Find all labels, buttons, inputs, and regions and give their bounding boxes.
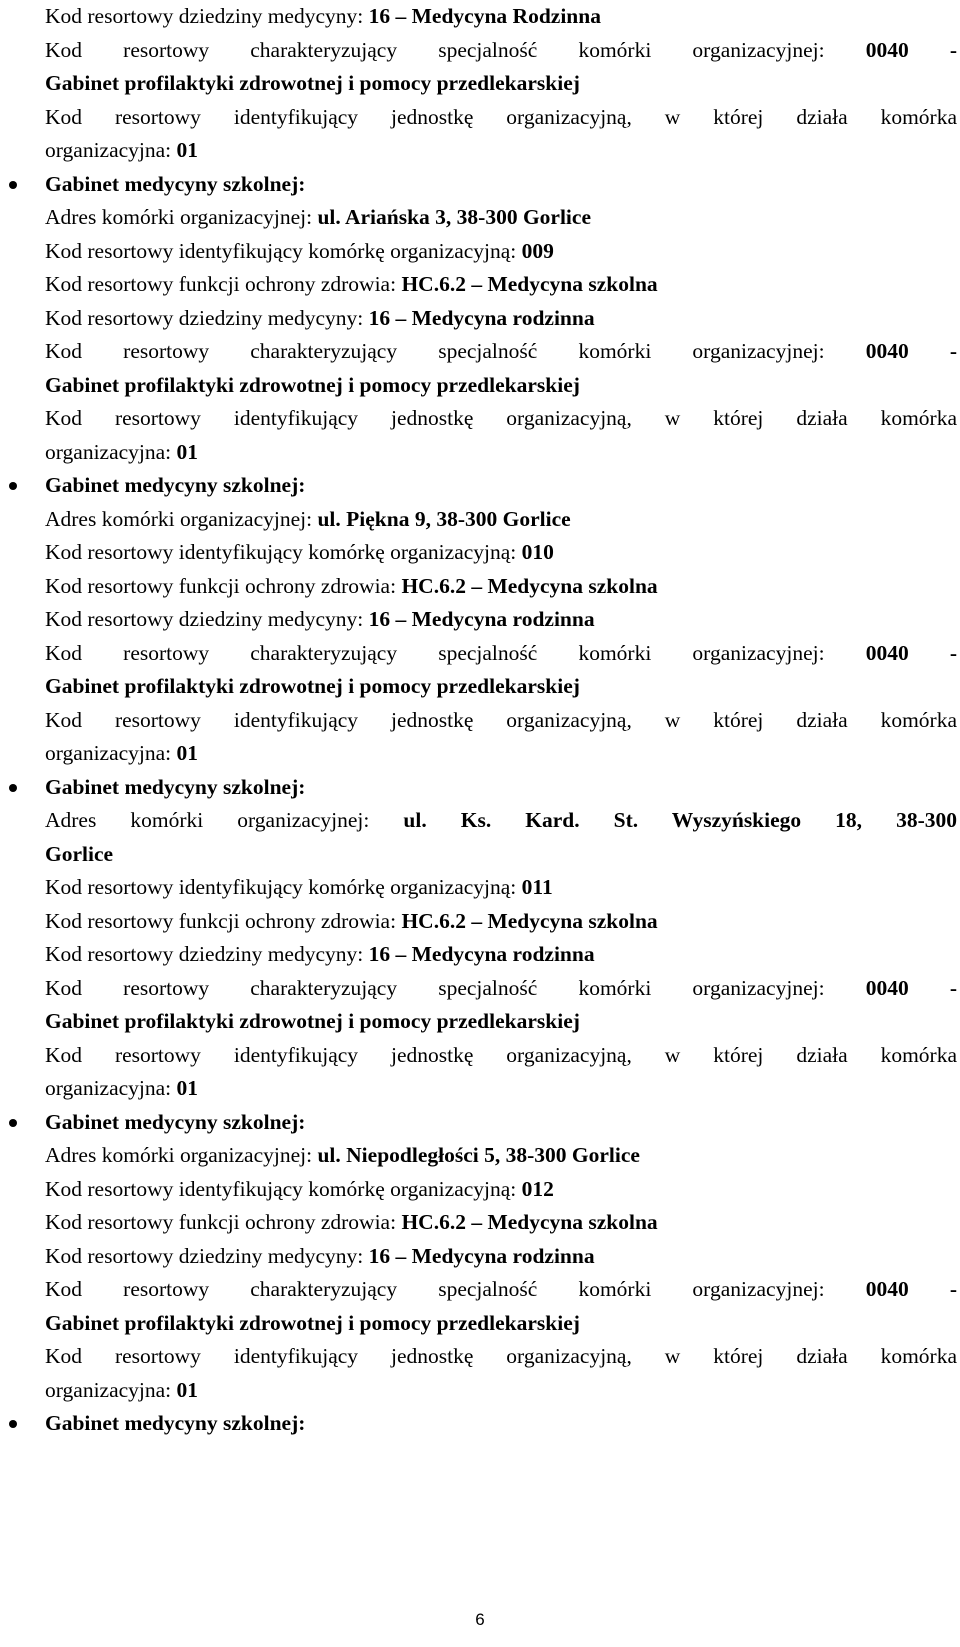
funkcja-label: Kod resortowy funkcji ochrony zdrowia: [45, 908, 397, 933]
dziedzina-value: 16 – Medycyna Rodzinna [368, 4, 601, 28]
charakter-code: 0040 - [865, 339, 957, 363]
charakter-line [45, 972, 957, 1006]
jednostka-line [45, 402, 957, 436]
jednostka-line [45, 704, 957, 738]
jednostka-label-cont: organizacyjna: [45, 1377, 172, 1402]
komorka-label: Kod resortowy identyfikujący komórkę organizacyjną: [45, 875, 517, 899]
jednostka-line [45, 101, 957, 135]
adres-value-cont: Gorlice [45, 841, 114, 866]
page-number: 6 [475, 1610, 485, 1629]
funkcja-value: – Medycyna szkolna [471, 573, 658, 598]
bullet-icon [9, 784, 17, 792]
funkcja-label: Kod resortowy funkcji ochrony zdrowia: [45, 573, 397, 598]
jednostka-line-2 [45, 134, 957, 168]
komorka-line [45, 871, 957, 905]
jednostka-line [45, 1340, 957, 1374]
funkcja-value: – Medycyna szkolna [471, 908, 658, 933]
funkcja-line [45, 570, 957, 604]
komorka-label: Kod resortowy identyfikujący komórkę organizacyjną: [45, 1176, 517, 1201]
bullet-icon [9, 1119, 17, 1127]
adres-value: ul. Niepodległości 5, 38-300 Gorlice [317, 1143, 640, 1167]
section-title: Gabinet medycyny szkolnej: [45, 1109, 306, 1134]
jednostka-label-cont: organizacyjna: [45, 439, 172, 464]
dziedzina-line [45, 603, 957, 637]
adres-line [45, 1139, 957, 1173]
jednostka-value: 01 [176, 1377, 199, 1402]
section-heading [45, 469, 957, 503]
adres-value: ul. Piękna 9, 38-300 Gorlice [317, 506, 571, 531]
charakter-label: Kod resortowy charakteryzujący specjalność komórki organizacyjnej: [45, 1277, 825, 1301]
komorka-value: 009 [521, 238, 554, 263]
jednostka-line [45, 1039, 957, 1073]
charakter-line [45, 335, 957, 369]
jednostka-value: 01 [176, 138, 199, 162]
dziedzina-value: 16 – Medycyna rodzinna [368, 607, 595, 631]
funkcja-line [45, 268, 957, 302]
adres-line [45, 503, 957, 537]
adres-line [45, 804, 957, 838]
komorka-label: Kod resortowy identyfikujący komórkę organizacyjną: [45, 540, 517, 564]
section-heading [45, 168, 957, 202]
charakter-value-line [45, 1005, 957, 1039]
dziedzina-label: Kod resortowy dziedziny medycyny: [45, 607, 364, 631]
charakter-code: 0040 - [865, 975, 957, 1000]
adres-label: Adres komórki organizacyjnej: [45, 506, 313, 531]
bullet-icon [9, 181, 17, 189]
funkcja-code: HC.6.2 [401, 272, 466, 296]
komorka-value: 012 [521, 1176, 554, 1201]
jednostka-value: 01 [176, 741, 199, 765]
komorka-value: 010 [521, 540, 554, 564]
charakter-value: Gabinet profilaktyki zdrowotnej i pomocy przedlekarskiej [45, 372, 580, 397]
jednostka-label: Kod resortowy identyfikujący jednostkę organizacyjną, w której działa komórka [45, 104, 957, 129]
dziedzina-line [45, 1240, 957, 1274]
document-page [45, 0, 957, 1441]
jednostka-line-2 [45, 737, 957, 771]
jednostka-line-2 [45, 436, 957, 470]
section-heading [45, 771, 957, 805]
funkcja-label: Kod resortowy funkcji ochrony zdrowia: [45, 272, 397, 296]
jednostka-label: Kod resortowy identyfikujący jednostkę organizacyjną, w której działa komórka [45, 406, 957, 430]
charakter-line [45, 34, 957, 68]
charakter-value: Gabinet profilaktyki zdrowotnej i pomocy przedlekarskiej [45, 1310, 580, 1335]
adres-line [45, 201, 957, 235]
section-title: Gabinet medycyny szkolnej: [45, 171, 306, 196]
komorka-line [45, 536, 957, 570]
dziedzina-label: Kod resortowy dziedziny medycyny: [45, 4, 364, 28]
funkcja-line [45, 905, 957, 939]
komorka-line [45, 1173, 957, 1207]
dziedzina-label: Kod resortowy dziedziny medycyny: [45, 305, 364, 330]
charakter-value-line [45, 67, 957, 101]
bullet-icon [9, 482, 17, 490]
funkcja-code: HC.6.2 [401, 908, 466, 933]
section-heading [45, 1407, 957, 1441]
section-title: Gabinet medycyny szkolnej: [45, 774, 306, 799]
funkcja-value: – Medycyna szkolna [471, 1210, 658, 1234]
dziedzina-value: 16 – Medycyna rodzinna [368, 1243, 595, 1268]
section-title: Gabinet medycyny szkolnej: [45, 1411, 306, 1435]
charakter-label: Kod resortowy charakteryzujący specjalność komórki organizacyjnej: [45, 975, 825, 1000]
charakter-value-line [45, 1307, 957, 1341]
charakter-value-line [45, 369, 957, 403]
charakter-label: Kod resortowy charakteryzujący specjalność komórki organizacyjnej: [45, 339, 825, 363]
charakter-value: Gabinet profilaktyki zdrowotnej i pomocy przedlekarskiej [45, 71, 580, 95]
dziedzina-line [45, 302, 957, 336]
charakter-line [45, 637, 957, 671]
adres-line-2 [45, 838, 957, 872]
jednostka-label: Kod resortowy identyfikujący jednostkę organizacyjną, w której działa komórka [45, 707, 957, 732]
jednostka-value: 01 [176, 439, 199, 464]
charakter-value-line [45, 670, 957, 704]
komorka-line [45, 235, 957, 269]
jednostka-value: 01 [176, 1076, 199, 1100]
bullet-icon [9, 1420, 17, 1428]
dziedzina-value: 16 – Medycyna rodzinna [368, 942, 595, 966]
dziedzina-label: Kod resortowy dziedziny medycyny: [45, 942, 364, 966]
charakter-code: 0040 - [865, 640, 957, 665]
section-heading [45, 1106, 957, 1140]
jednostka-label: Kod resortowy identyfikujący jednostkę organizacyjną, w której działa komórka [45, 1042, 957, 1067]
jednostka-label-cont: organizacyjna: [45, 138, 172, 162]
jednostka-label-cont: organizacyjna: [45, 1076, 172, 1100]
dziedzina-label: Kod resortowy dziedziny medycyny: [45, 1243, 364, 1268]
funkcja-value: – Medycyna szkolna [471, 272, 658, 296]
funkcja-code: HC.6.2 [401, 573, 466, 598]
charakter-code: 0040 - [865, 37, 957, 62]
jednostka-label: Kod resortowy identyfikujący jednostkę organizacyjną, w której działa komórka [45, 1344, 957, 1368]
komorka-label: Kod resortowy identyfikujący komórkę organizacyjną: [45, 238, 517, 263]
jednostka-line-2 [45, 1072, 957, 1106]
charakter-label: Kod resortowy charakteryzujący specjalność komórki organizacyjnej: [45, 37, 825, 62]
adres-value: ul. Ks. Kard. St. Wyszyńskiego 18, 38-300 [403, 808, 957, 832]
funkcja-code: HC.6.2 [401, 1210, 466, 1234]
dziedzina-line [45, 938, 957, 972]
section-title: Gabinet medycyny szkolnej: [45, 473, 306, 497]
jednostka-line-2 [45, 1374, 957, 1408]
charakter-line [45, 1273, 957, 1307]
komorka-value: 011 [521, 875, 553, 899]
adres-label: Adres komórki organizacyjnej: [45, 808, 370, 832]
charakter-label: Kod resortowy charakteryzujący specjalność komórki organizacyjnej: [45, 640, 825, 665]
charakter-value: Gabinet profilaktyki zdrowotnej i pomocy przedlekarskiej [45, 1009, 580, 1033]
funkcja-line [45, 1206, 957, 1240]
charakter-code: 0040 - [865, 1277, 957, 1301]
dziedzina-value: 16 – Medycyna rodzinna [368, 305, 595, 330]
dziedzina-line [45, 0, 957, 34]
adres-label: Adres komórki organizacyjnej: [45, 1143, 313, 1167]
charakter-value: Gabinet profilaktyki zdrowotnej i pomocy przedlekarskiej [45, 674, 580, 698]
adres-label: Adres komórki organizacyjnej: [45, 205, 313, 229]
adres-value: ul. Ariańska 3, 38-300 Gorlice [317, 205, 591, 229]
jednostka-label-cont: organizacyjna: [45, 741, 172, 765]
funkcja-label: Kod resortowy funkcji ochrony zdrowia: [45, 1210, 397, 1234]
